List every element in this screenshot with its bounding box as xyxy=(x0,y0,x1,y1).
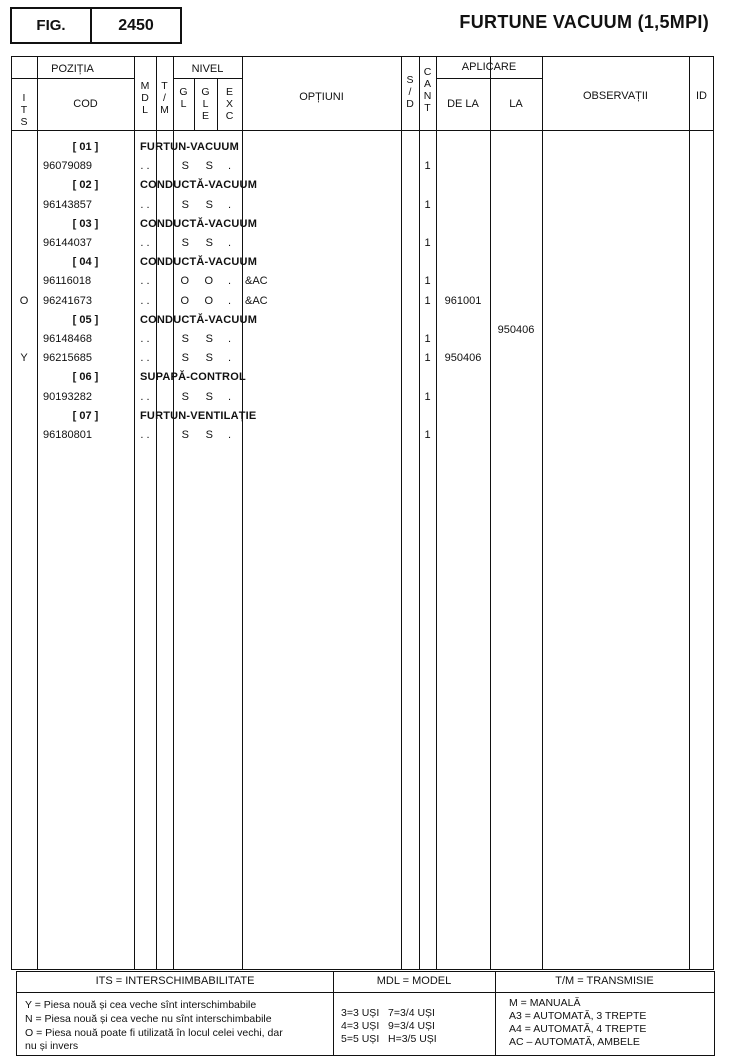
exc-value: . xyxy=(227,199,231,211)
part-code: 96079089 xyxy=(43,160,92,172)
part-code: 96241673 xyxy=(43,295,92,307)
legend-tm-line: A4 = AUTOMATĂ, 4 TREPTE xyxy=(509,1023,647,1035)
part-code: 96215685 xyxy=(43,352,92,364)
apply-from: 961001 xyxy=(444,295,482,307)
quantity: 1 xyxy=(424,429,431,441)
legend-tm-line: M = MANUALĂ xyxy=(509,997,581,1009)
quantity: 1 xyxy=(424,237,431,249)
mdl-value: . . xyxy=(140,295,150,307)
apply-to: 950406 xyxy=(497,324,535,336)
mdl-value: . . xyxy=(140,199,150,211)
quantity: 1 xyxy=(424,333,431,345)
part-name: FURTUN-VENTILAȚIE xyxy=(140,410,257,422)
legend-its-line: nu și invers xyxy=(25,1040,79,1052)
quantity: 1 xyxy=(424,275,431,287)
part-name: FURTUN-VACUUM xyxy=(140,141,239,153)
position-number: [ 06 ] xyxy=(72,371,99,383)
col-divider-mdl xyxy=(156,56,157,970)
col-divider-nivel xyxy=(242,56,243,970)
header-sd: S / D xyxy=(406,74,414,110)
header-cant: C A N T xyxy=(423,66,432,114)
col-divider-sd xyxy=(419,56,420,970)
quantity: 1 xyxy=(424,391,431,403)
legend-tm xyxy=(495,972,714,1055)
exc-value: . xyxy=(227,295,231,307)
mdl-value: . . xyxy=(140,391,150,403)
legend-tm-line: AC – AUTOMATĂ, AMBELE xyxy=(509,1036,640,1048)
quantity: 1 xyxy=(424,160,431,172)
gle-value: S xyxy=(205,237,213,249)
page-title: FURTUNE VACUUM (1,5MPI) xyxy=(459,12,709,32)
legend-tm-title: T/M = TRANSMISIE xyxy=(555,975,654,987)
gl-value: S xyxy=(181,391,189,403)
part-code: 96116018 xyxy=(43,275,92,287)
figure-box xyxy=(10,7,182,44)
legend-tm-line: A3 = AUTOMATĂ, 3 TREPTE xyxy=(509,1010,647,1022)
legend-its-title: ITS = INTERSCHIMBABILITATE xyxy=(95,975,255,987)
header-cod: COD xyxy=(73,98,98,110)
gle-value: O xyxy=(204,295,213,307)
header-aplicare: APLICARE xyxy=(461,61,517,73)
mdl-value: . . xyxy=(140,160,150,172)
its-code: O xyxy=(19,295,29,307)
gle-value: S xyxy=(205,352,213,364)
gle-value: S xyxy=(205,391,213,403)
part-code: 96143857 xyxy=(43,199,92,211)
quantity: 1 xyxy=(424,295,431,307)
legend-mdl xyxy=(333,972,496,1055)
header-id: ID xyxy=(696,90,707,102)
header-observatii: OBSERVAȚII xyxy=(582,90,648,102)
legend-its-line: N = Piesa nouă și cea veche nu sînt interschimbabile xyxy=(25,1013,272,1025)
gle-value: S xyxy=(205,160,213,172)
position-number: [ 01 ] xyxy=(72,141,99,153)
gle-value: S xyxy=(205,429,213,441)
exc-value: . xyxy=(227,160,231,172)
header-mdl: M D L xyxy=(140,80,150,116)
col-divider-observatii xyxy=(689,56,690,970)
part-code: 96144037 xyxy=(43,237,92,249)
gl-value: S xyxy=(181,333,189,345)
part-code: 96180801 xyxy=(43,429,92,441)
col-divider-cant xyxy=(436,56,437,970)
gl-value: S xyxy=(181,160,189,172)
col-divider-its xyxy=(37,56,38,970)
position-number: [ 07 ] xyxy=(72,410,99,422)
position-number: [ 02 ] xyxy=(72,179,99,191)
aplicare-underline xyxy=(436,78,542,79)
option-code: &AC xyxy=(245,295,268,307)
exc-value: . xyxy=(227,429,231,441)
header-its: I T S xyxy=(20,92,28,128)
header-bottom-line xyxy=(11,130,714,131)
gle-value: S xyxy=(205,333,213,345)
position-number: [ 04 ] xyxy=(72,256,99,268)
gle-value: S xyxy=(205,199,213,211)
gle-value: O xyxy=(204,275,213,287)
legend-mdl-line: 5=5 UȘI H=3/5 UȘI xyxy=(341,1033,437,1045)
figure-label: FIG. xyxy=(12,9,92,42)
exc-value: . xyxy=(227,333,231,345)
legend-its xyxy=(17,972,334,1055)
header-nivel: NIVEL xyxy=(191,63,224,75)
position-number: [ 05 ] xyxy=(72,314,99,326)
position-number: [ 03 ] xyxy=(72,218,99,230)
part-name: CONDUCTĂ-VACUUM xyxy=(140,256,258,268)
gl-value: S xyxy=(181,352,189,364)
mdl-value: . . xyxy=(140,352,150,364)
gl-value: S xyxy=(181,237,189,249)
mdl-value: . . xyxy=(140,333,150,345)
col-divider-dela xyxy=(490,56,491,970)
legend-mdl-title: MDL = MODEL xyxy=(376,975,452,987)
nivel-underline xyxy=(173,78,242,79)
col-divider-cod xyxy=(134,56,135,970)
part-name: CONDUCTĂ-VACUUM xyxy=(140,179,258,191)
part-code: 96148468 xyxy=(43,333,92,345)
part-name: CONDUCTĂ-VACUUM xyxy=(140,218,258,230)
legend-box xyxy=(16,971,715,1056)
col-divider-tm xyxy=(173,56,174,970)
apply-from: 950406 xyxy=(444,352,482,364)
mdl-value: . . xyxy=(140,429,150,441)
header-de-la: DE LA xyxy=(447,98,479,110)
figure-number: 2450 xyxy=(118,17,154,34)
mdl-value: . . xyxy=(140,275,150,287)
legend-its-line: O = Piesa nouă poate fi utilizată în locul celei vechi, dar xyxy=(25,1027,283,1039)
mdl-value: . . xyxy=(140,237,150,249)
gl-value: S xyxy=(181,429,189,441)
part-name: SUPAPĂ-CONTROL xyxy=(140,371,246,383)
exc-value: . xyxy=(227,391,231,403)
exc-value: . xyxy=(227,275,231,287)
gl-value: O xyxy=(180,295,189,307)
col-divider-optiuni xyxy=(401,56,402,970)
quantity: 1 xyxy=(424,199,431,211)
header-tm: T / M xyxy=(160,80,169,116)
header-gl: G L xyxy=(179,86,188,110)
legend-its-line: Y = Piesa nouă și cea veche sînt interschimbabile xyxy=(25,999,257,1011)
col-divider-la xyxy=(542,56,543,970)
part-code: 90193282 xyxy=(43,391,92,403)
gl-value: S xyxy=(181,199,189,211)
exc-value: . xyxy=(227,237,231,249)
gl-value: O xyxy=(180,275,189,287)
option-code: &AC xyxy=(245,275,268,287)
header-exc: E X C xyxy=(225,86,234,122)
quantity: 1 xyxy=(424,352,431,364)
header-pozitia: POZIȚIA xyxy=(51,63,94,75)
pozitia-underline xyxy=(11,78,134,79)
header-la: LA xyxy=(509,98,523,110)
legend-mdl-line: 4=3 UȘI 9=3/4 UȘI xyxy=(341,1020,435,1032)
part-name: CONDUCTĂ-VACUUM xyxy=(140,314,258,326)
exc-value: . xyxy=(227,352,231,364)
header-optiuni: OPȚIUNI xyxy=(299,91,344,103)
legend-mdl-line: 3=3 UȘI 7=3/4 UȘI xyxy=(341,1007,435,1019)
header-gle: G L E xyxy=(201,86,210,122)
its-code: Y xyxy=(20,352,28,364)
parts-table-frame xyxy=(11,56,714,970)
